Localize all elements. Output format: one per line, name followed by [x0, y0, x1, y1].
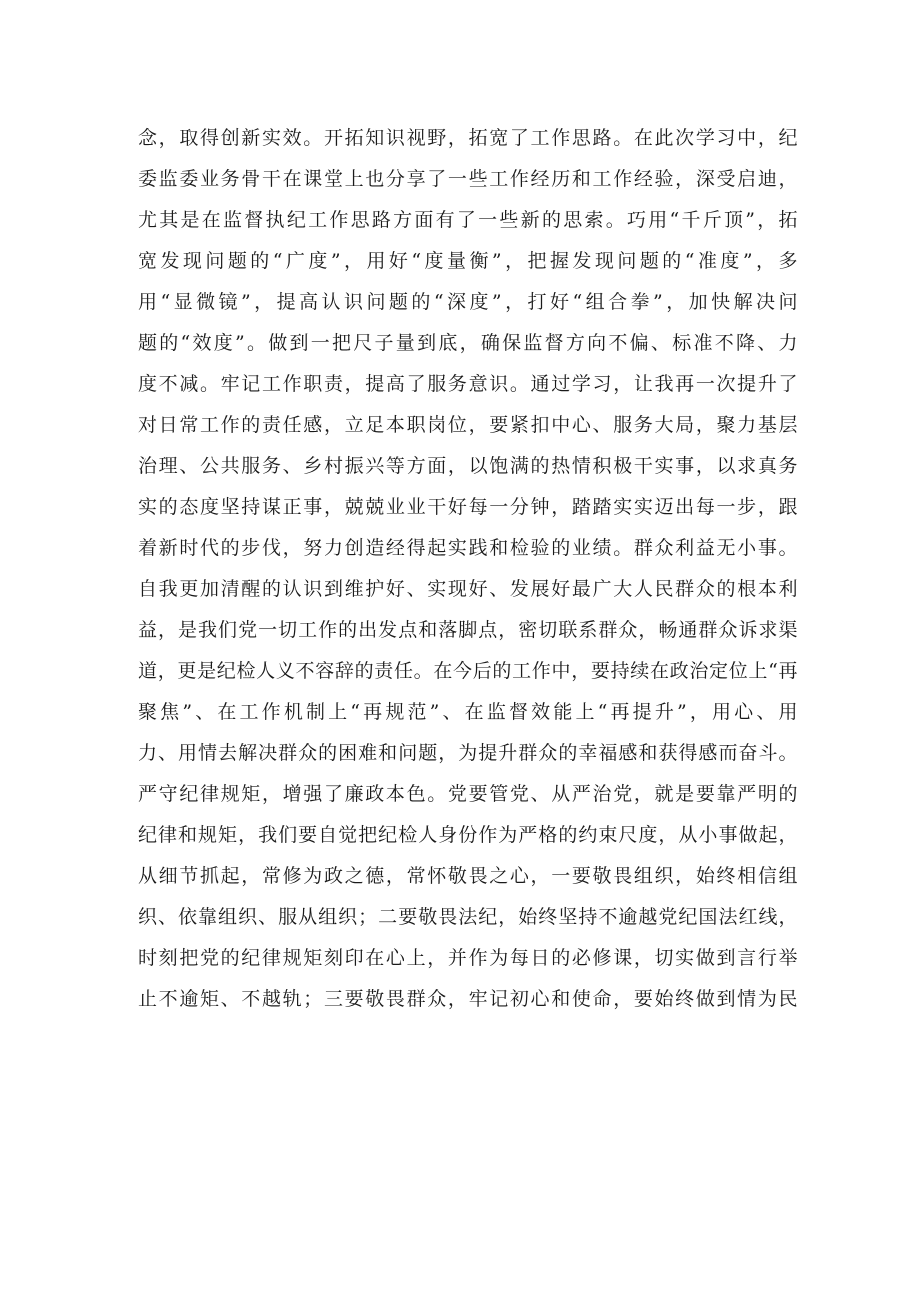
text-line: 对日常工作的责任感，立足本职岗位，要紧扣中心、服务大局，聚力基层: [138, 414, 798, 436]
text-line: 时刻把党的纪律规矩刻印在心上，并作为每日的必修课，切实做到言行举: [138, 947, 798, 969]
text-line: 宽发现问题的“广度”，用好“度量衡”，把握发现问题的“准度”，多: [138, 250, 798, 272]
text-line: 聚焦”、在工作机制上“再规范”、在监督效能上“再提升”，用心、用: [138, 701, 798, 723]
text-line: 力、用情去解决群众的困难和问题，为提升群众的幸福感和获得感而奋斗。: [138, 742, 798, 764]
text-line: 度不减。牢记工作职责，提高了服务意识。通过学习，让我再一次提升了: [138, 373, 798, 395]
text-line: 益，是我们党一切工作的出发点和落脚点，密切联系群众，畅通群众诉求渠: [138, 619, 798, 641]
text-line: 着新时代的步伐，努力创造经得起实践和检验的业绩。群众利益无小事。: [138, 537, 798, 559]
text-line: 实的态度坚持谋正事，兢兢业业干好每一分钟，踏踏实实迈出每一步，跟: [138, 496, 798, 518]
text-line: 题的“效度”。做到一把尺子量到底，确保监督方向不偏、标准不降、力: [138, 332, 798, 354]
text-line: 道，更是纪检人义不容辞的责任。在今后的工作中，要持续在政治定位上“再: [138, 660, 798, 682]
text-line: 从细节抓起，常修为政之德，常怀敬畏之心，一要敬畏组织，始终相信组: [138, 865, 798, 887]
text-line: 织、依靠组织、服从组织；二要敬畏法纪，始终坚持不逾越党纪国法红线，: [138, 906, 798, 928]
text-line: 止不逾矩、不越轨；三要敬畏群众，牢记初心和使命，要始终做到情为民: [138, 988, 798, 1010]
body-text: [138, 118, 798, 1020]
text-line: 用“显微镜”，提高认识问题的“深度”，打好“组合拳”，加快解决问: [138, 291, 798, 313]
text-line: 自我更加清醒的认识到维护好、实现好、发展好最广大人民群众的根本利: [138, 578, 798, 600]
text-line: 纪律和规矩，我们要自觉把纪检人身份作为严格的约束尺度，从小事做起，: [138, 824, 798, 846]
text-line: 严守纪律规矩，增强了廉政本色。党要管党、从严治党，就是要靠严明的: [138, 783, 798, 805]
text-line: 治理、公共服务、乡村振兴等方面，以饱满的热情积极干实事，以求真务: [138, 455, 798, 477]
text-line: 委监委业务骨干在课堂上也分享了一些工作经历和工作经验，深受启迪，: [138, 168, 798, 190]
text-line: 尤其是在监督执纪工作思路方面有了一些新的思索。巧用“千斤顶”，拓: [138, 209, 798, 231]
text-line: 念，取得创新实效。开拓知识视野，拓宽了工作思路。在此次学习中，纪: [138, 127, 798, 149]
